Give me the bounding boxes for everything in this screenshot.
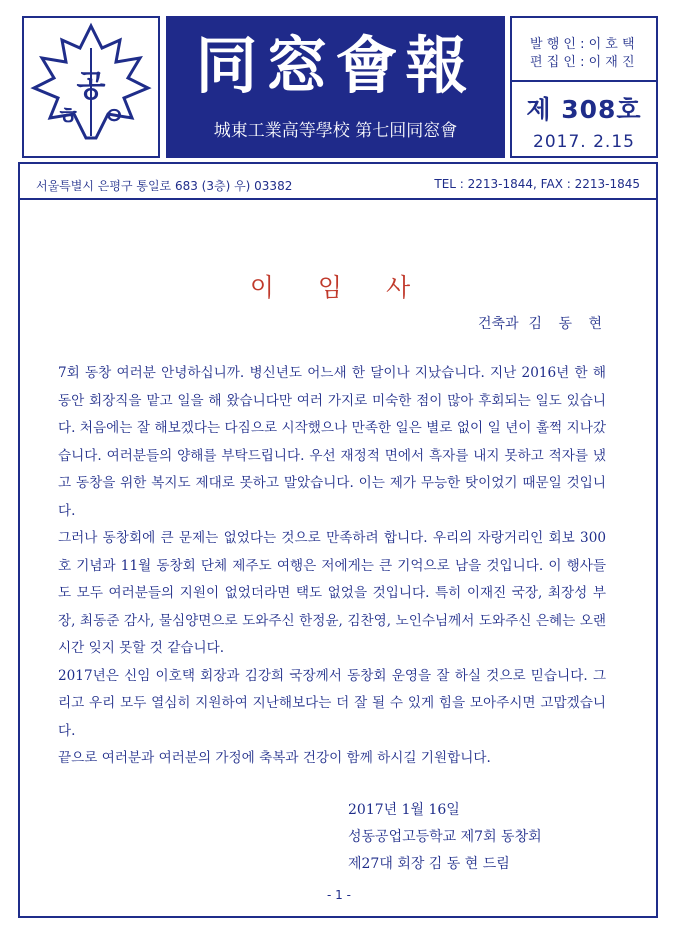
issue-number: 제 308호 <box>526 95 642 124</box>
address-bar <box>18 172 658 196</box>
page-number: - 1 - <box>327 888 351 902</box>
signoff-date: 2017년 1월 16일 <box>348 802 460 818</box>
editor-line: 편 집 인 : 이 재 진 <box>530 55 635 70</box>
school-name: 城東工業高等學校 第七回同窓會 <box>213 121 458 141</box>
paragraph: 7회 동창 여러분 안녕하십니까. 병신년도 어느새 한 달이나 지났습니다. 지난 2016년 한 해 동안 회장직을 맡고 일을 해 왔습니다만 여러 가지로 미숙한 점이 많아 후회되는 일도 있습니다. 처음에는 잘 해보겠다는 다짐으로 시작했으나 만족한 일은 별로 없이 일 년이 훌쩍 지나갔습니다. 여러분들의 양해를 부탁드립니다. 우선 재정적 면에서 흑자를 내지 못하고 적자를 냈고 동창을 위한 복지도 제대로 못하고 말았습니다. 이는 제가 무능한 탓이었기 때문일 것입니다. <box>58 365 606 519</box>
issue-info-box <box>510 16 658 158</box>
article-body <box>58 360 606 773</box>
svg-text:ㅎ: ㅎ <box>56 102 80 130</box>
signoff-organization: 성동공업고등학교 제7회 동창회 <box>348 829 542 845</box>
maple-leaf-emblem-icon <box>24 18 158 156</box>
svg-text:공: 공 <box>76 69 106 104</box>
svg-text:ㅇ: ㅇ <box>102 102 126 130</box>
contact-numbers: TEL : 2213-1844, FAX : 2213-1845 <box>434 177 640 191</box>
paragraph: 그러나 동창회에 큰 문제는 없었다는 것으로 만족하려 합니다. 우리의 자랑거리인 회보 300호 기념과 11월 동창회 단체 제주도 여행은 저에게는 큰 기억으로 남을 것입니다. 이 행사들도 모두 여러분들의 지원이 없었더라면 택도 없었을 것입니다. 특히 이재진 국장, 최장성 부장, 최동준 감사, 물심양면으로 도와주신 한정윤, 김찬영, 노인수님께서 도와주신 은혜는 오랜 시간 잊지 못할 것 같습니다. <box>58 530 606 656</box>
article-headline: 이 임 사 <box>249 273 429 302</box>
author-department: 건축과 <box>477 316 519 332</box>
info-divider <box>512 80 656 82</box>
article-byline <box>478 313 608 333</box>
signoff-block <box>348 797 542 878</box>
address-text: 서울특별시 은평구 통일로 683 (3층) 우) 03382 <box>36 179 293 193</box>
author-name: 김 동 현 <box>528 316 608 332</box>
address-divider <box>18 198 658 200</box>
masthead-banner <box>166 16 505 158</box>
paragraph: 끝으로 여러분과 여러분의 가정에 축복과 건강이 함께 하시길 기원합니다. <box>58 750 491 766</box>
publisher-line: 발 행 인 : 이 호 택 <box>530 37 635 52</box>
paragraph: 2017년은 신임 이호택 회장과 김강희 국장께서 동창회 운영을 잘 하실 것으로 믿습니다. 그리고 우리 모두 열심히 지원하여 지난해보다는 더 잘 될 수 있게 힘을 모아주시면 고맙겠습니다. <box>58 667 606 739</box>
signoff-signer: 제27대 회장 김 동 현 드림 <box>348 856 510 872</box>
masthead-title: 同窓會報 <box>195 29 476 102</box>
issue-date: 2017. 2.15 <box>533 132 635 152</box>
school-logo <box>22 16 160 158</box>
